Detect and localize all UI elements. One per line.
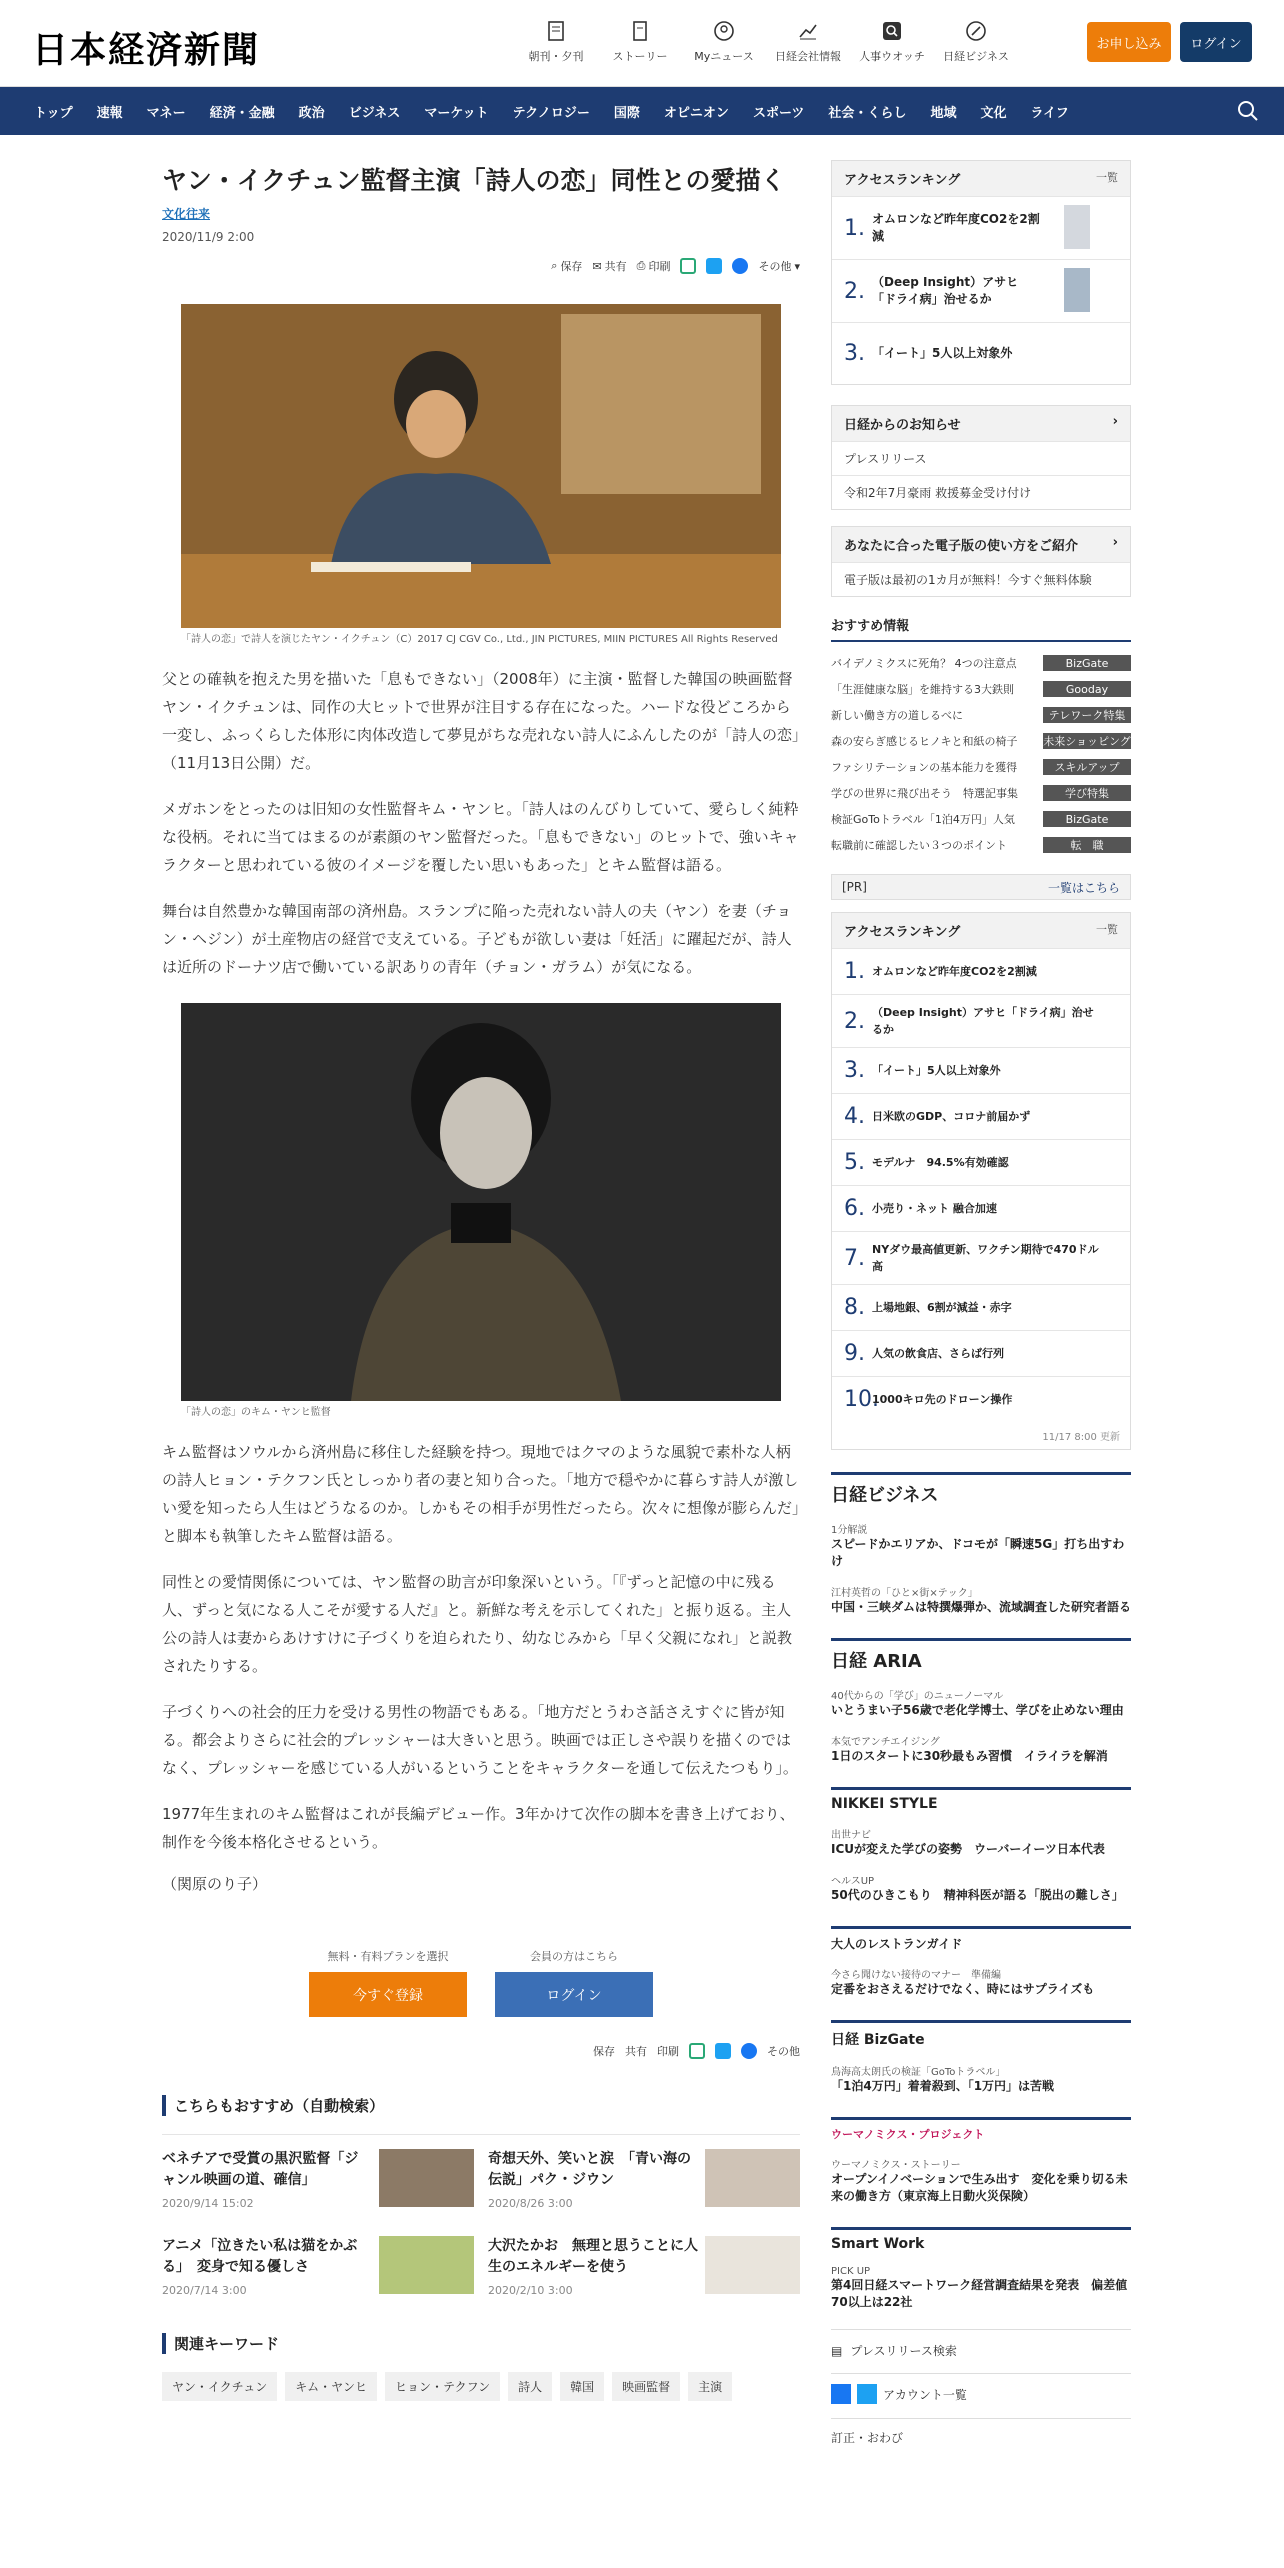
- media-item[interactable]: ウーマノミクス・ストーリー オープンイノベーションで生み出す 変化を乗り切る未来の働き方（東京海上日動火災保険）: [831, 2160, 1128, 2203]
- facebook-icon[interactable]: [732, 258, 748, 274]
- osusume-item[interactable]: 「生涯健康な脳」を維持する3大鉄則 Gooday: [831, 676, 1131, 702]
- media-item[interactable]: 本気でアンチエイジング 1日のスタートに30秒最もみ習慣 イライラを解消: [831, 1737, 1108, 1763]
- article-paragraph: 同性との愛情関係については、ヤン監督の助言が印象深いという。「『ずっと記憶の中に残る人、ずっと気になる人こそが愛する人だ』と。新鮮な考えを示してくれた」と振り返る。主人公の詩人は妻からあけすけに子づくりを迫られたり、幼なじみから「早く父親になれ」と説教されたりする。: [162, 1573, 793, 1675]
- keyword-list: [162, 2372, 800, 2401]
- poet-photo: [181, 304, 781, 628]
- gnav-sokuho[interactable]: 速報: [96, 105, 123, 121]
- osusume-item[interactable]: 森の安らぎ感じるヒノキと和紙の椅子 未来ショッピング: [831, 735, 1131, 748]
- article: [162, 163, 800, 2401]
- ranking-item[interactable]: 3. 「イート」5人以上対象外: [832, 1047, 1130, 1093]
- notice-header[interactable]: 日経からのお知らせ ›: [832, 406, 1130, 441]
- compass-icon: [965, 20, 987, 42]
- correction-link[interactable]: 訂正・おわび: [831, 2418, 1131, 2446]
- accounts-link[interactable]: アカウント一覧: [831, 2373, 1131, 2404]
- osusume-item[interactable]: ファシリテーションの基本能力を獲得 スキルアップ: [831, 754, 1131, 780]
- keyword-tag[interactable]: ヤン・イクチュン: [162, 2372, 277, 2401]
- press-icon: ▤: [831, 2343, 843, 2358]
- press-release-link[interactable]: ▤ プレスリリース検索: [831, 2329, 1131, 2359]
- header-nav-company[interactable]: 日経会社情報: [766, 20, 850, 64]
- thumbnail: [705, 2236, 800, 2294]
- share-bar-bottom: [162, 2043, 800, 2059]
- keyword-tag[interactable]: キム・ヤンヒ: [285, 2372, 377, 2401]
- ranking-more-link[interactable]: 一覧: [1096, 171, 1118, 184]
- thumbnail: [1064, 268, 1090, 312]
- gnav-tech[interactable]: テクノロジー: [512, 105, 590, 121]
- article-paragraph: 父との確執を抱えた男を描いた「息もできない」（2008年）に主演・監督した韓国の映画監督ヤン・イクチュンは、同作の大ヒットで世界が注目する存在になった。ハードな役どころから一変し、ふっくらした体形に肉体改造して夢見がちな売れない詩人にふんしたのが「詩人の恋」（11月13日公開）だ。: [162, 670, 800, 772]
- recommend-heading: こちらもおすすめ（自動検索）: [162, 2095, 800, 2116]
- newspaper-icon: [545, 20, 567, 42]
- gnav-culture[interactable]: 文化: [980, 105, 1007, 121]
- media-item[interactable]: 今さら聞けない接待のマナー 準備編 定番をおさえるだけでなく、時にはサプライズも: [831, 1970, 1095, 1996]
- save-button[interactable]: 保存: [593, 2045, 615, 2058]
- article-photo-2: [181, 1003, 781, 1420]
- header-nav-mynews[interactable]: Myニュース: [682, 20, 766, 64]
- osusume-item[interactable]: バイデノミクスに死角？ 4つの注意点 BizGate: [831, 650, 1131, 676]
- register-button[interactable]: 今すぐ登録: [309, 1972, 467, 2017]
- evernote-icon[interactable]: [680, 258, 696, 274]
- gnav-top[interactable]: トップ: [34, 105, 73, 121]
- ranking-item[interactable]: 7. NYダウ最高値更新、ワクチン期待で470ドル高: [832, 1231, 1130, 1284]
- media-item[interactable]: PICK UP 第4回日経スマートワーク経営調査結果を発表 偏差値70以上は22社: [831, 2266, 1128, 2309]
- ranking-more-link[interactable]: 一覧: [1096, 923, 1118, 936]
- user-icon: [713, 20, 735, 42]
- header-login-button[interactable]: ログイン: [1180, 22, 1252, 62]
- media-brand[interactable]: 日経 BizGate: [831, 2020, 1131, 2049]
- ranking-item[interactable]: 1. オムロンなど昨年度CO2を2割減: [832, 196, 1130, 259]
- article-paragraph: メガホンをとったのは旧知の女性監督キム・ヤンヒ。「詩人はのんびりしていて、愛らしく純粋な役柄。それに当てはまるのが素顔のヤン監督だった。「息もできない」のヒットで、強いキャラクターと思われている彼のイメージを覆したい思いもあった」とキム監督は語る。: [162, 800, 799, 874]
- media-list: [831, 1472, 1131, 2446]
- thumbnail: [1064, 205, 1090, 249]
- media-item[interactable]: 40代からの「学び」のニューノーマル いとうまい子56歳で老化学博士、学びを止めない理由: [831, 1691, 1124, 1717]
- printer-icon: ⎙: [636, 259, 646, 272]
- subscribe-button[interactable]: お申し込み: [1087, 22, 1171, 62]
- media-brand[interactable]: NIKKEI STYLE: [831, 1787, 1131, 1812]
- director-photo: [181, 1003, 781, 1401]
- chart-icon: [797, 20, 819, 42]
- ranking-item[interactable]: 2. （Deep Insight）アサヒ「ドライ病」治せるか: [832, 259, 1130, 322]
- ranking-item[interactable]: 1. オムロンなど昨年度CO2を2割減: [832, 948, 1130, 994]
- site-header: [0, 0, 1284, 87]
- media-item[interactable]: 江村英哲の「ひと×街×テック」 中国・三峡ダムは特撰爆弾か、流域調査した研究者語る: [831, 1588, 1132, 1614]
- pr-bar: [PR] 一覧はこちら: [831, 874, 1131, 900]
- ranking-item[interactable]: 2. （Deep Insight）アサヒ「ドライ病」治せるか: [832, 994, 1130, 1047]
- media-brand[interactable]: 大人のレストランガイド: [831, 1926, 1131, 1952]
- more-share-button[interactable]: その他: [767, 2045, 800, 2058]
- osusume-list: [831, 650, 1131, 858]
- share-button[interactable]: ✉ 共有: [592, 259, 627, 273]
- cta-member-label: 会員の方はこちら: [530, 1950, 618, 1963]
- gnav-economy[interactable]: 経済・金融: [209, 105, 275, 121]
- article-author: （関原のり子）: [162, 1875, 268, 1893]
- gnav-sports[interactable]: スポーツ: [752, 105, 805, 121]
- notice-item[interactable]: 令和2年7月豪雨 救援募金受け付け: [832, 475, 1130, 509]
- ranking-full-header: アクセスランキング 一覧: [832, 913, 1130, 948]
- search-person-icon: [881, 20, 903, 42]
- cta-login-button[interactable]: ログイン: [495, 1972, 653, 2017]
- thumbnail: [379, 2149, 474, 2207]
- keywords-heading: 関連キーワード: [162, 2333, 800, 2354]
- facebook-icon: [831, 2384, 851, 2404]
- ranking-item[interactable]: 10. 1000キロ先のドローン操作: [832, 1376, 1130, 1422]
- recommend-list: [162, 2134, 800, 2297]
- ranking-top-header: アクセスランキング 一覧: [832, 161, 1130, 196]
- ranking-item[interactable]: 8. 上場地銀、6割が減益・赤字: [832, 1284, 1130, 1330]
- article-paragraph: 舞台は自然豊かな韓国南部の済州島。スランプに陥った売れない詩人の夫（ヤン）を妻（チョン・ヘジン）が土産物店の経営で支えている。子どもが欲しい妻は「妊活」に躍起だが、詩人は近所のドーナツ店で働いている訳ありの青年（チョン・ガラム）が気になる。: [162, 902, 792, 976]
- save-button[interactable]: ⌕ 保存: [551, 259, 583, 273]
- article-paragraph: 1977年生まれのキム監督はこれが長編デビュー作。3年かけて次作の脚本を書き上げており、制作を今後本格化させるという。: [162, 1805, 795, 1851]
- keyword-tag[interactable]: 主演: [688, 2372, 732, 2401]
- osusume-heading: おすすめ情報: [831, 615, 1131, 642]
- ranking-item[interactable]: 4. 日米欧のGDP、コロナ前届かず: [832, 1093, 1130, 1139]
- photo-caption-1: 「詩人の恋」で詩人を演じたヤン・イクチュン（C）2017 CJ CGV Co., Ltd., JIN PICTURES, MIIN PICTURES All Rights Reserved: [181, 634, 778, 645]
- share-bar: [162, 258, 800, 274]
- director-illustration: [181, 1003, 781, 1401]
- keyword-tag[interactable]: 詩人: [508, 2372, 552, 2401]
- ranking-item[interactable]: 9. 人気の飲食店、さらば行列: [832, 1330, 1130, 1376]
- guide-sub[interactable]: 電子版は最初の1カ月が無料！今すぐ無料体験: [832, 562, 1130, 596]
- twitter-icon: [857, 2384, 877, 2404]
- media-brand[interactable]: Smart Work: [831, 2227, 1131, 2252]
- cta-free-label: 無料・有料プランを選択: [327, 1950, 449, 1963]
- evernote-icon[interactable]: [689, 2043, 705, 2059]
- media-brand[interactable]: ウーマノミクス・プロジェクト: [831, 2117, 1131, 2142]
- gnav-politics[interactable]: 政治: [298, 105, 325, 121]
- osusume-item[interactable]: 検証GoToトラベル「1泊4万円」人気 BizGate: [831, 806, 1131, 832]
- ranking-full: [831, 912, 1131, 1450]
- article-paragraph: キム監督はソウルから済州島に移住した経験を持つ。現地ではクマのような風貌で素朴な人柄の詩人ヒョン・テクフン氏としっかり者の妻と知り合った。「地方で穏やかに暮らす詩人が激しい愛を知ったら人生はどうなるのか。しかもその相手が男性だったら。次々に想像が膨らんだ」と脚本も執筆したキム監督は語る。: [162, 1443, 800, 1545]
- media-item[interactable]: 出世ナビ ICUが変えた学びの姿勢 ウーバーイーツ日本代表: [831, 1830, 1105, 1856]
- gnav-opinion[interactable]: オピニオン: [663, 105, 729, 121]
- site-logo[interactable]: 日本経済新聞: [32, 29, 261, 71]
- facebook-icon[interactable]: [741, 2043, 757, 2059]
- ranking-top: [831, 160, 1131, 385]
- thumbnail: [705, 2149, 800, 2207]
- more-share-button[interactable]: その他 ▾: [758, 259, 800, 273]
- twitter-icon[interactable]: [715, 2043, 731, 2059]
- recommend-item[interactable]: ベネチアで受賞の黒沢監督「ジャンル映画の道、確信」 2020/9/14 15:02: [162, 2149, 474, 2210]
- gnav-business[interactable]: ビジネス: [348, 105, 401, 121]
- ranking-item[interactable]: 5. モデルナ 94.5%有効確認: [832, 1139, 1130, 1185]
- ranking-item[interactable]: 3. 「イート」5人以上対象外: [832, 322, 1130, 384]
- share-button[interactable]: 共有: [625, 2045, 647, 2058]
- sidebar: [831, 160, 1131, 2446]
- photo-caption-2: 「詩人の恋」のキム・ヤンヒ監督: [181, 1407, 331, 1418]
- guide-header[interactable]: あなたに合った電子版の使い方をご紹介 ›: [832, 527, 1130, 562]
- recommend-item[interactable]: アニメ「泣きたい私は猫をかぶる」 変身で知る優しさ 2020/7/14 3:00: [162, 2236, 474, 2297]
- header-nav-paper[interactable]: 朝刊・夕刊: [514, 20, 598, 64]
- osusume-item[interactable]: 新しい働き方の道しるべに テレワーク特集: [831, 702, 1131, 728]
- notice-item[interactable]: プレスリリース: [832, 441, 1130, 475]
- guide-box: [831, 526, 1131, 597]
- gnav-society[interactable]: 社会・くらし: [828, 105, 907, 121]
- poet-illustration: [181, 304, 781, 628]
- article-title: ヤン・イクチュン監督主演「詩人の恋」同性との愛描く: [162, 166, 786, 195]
- signup-cta: [162, 1948, 800, 2017]
- gnav-life[interactable]: ライフ: [1030, 105, 1069, 121]
- gnav-market[interactable]: マーケット: [424, 105, 489, 121]
- recommend-item[interactable]: 奇想天外、笑いと涙 「青い海の伝説」パク・ジウン 2020/8/26 3:00: [488, 2149, 800, 2210]
- chevron-right-icon: ›: [1112, 414, 1118, 429]
- article-date: 2020/11/9 2:00: [162, 230, 255, 244]
- print-button[interactable]: ⎙ 印刷: [636, 259, 671, 273]
- gnav-international[interactable]: 国際: [613, 105, 640, 121]
- header-nav-jinji[interactable]: 人事ウオッチ: [850, 20, 934, 64]
- pr-more-link[interactable]: 一覧はこちら: [1047, 880, 1120, 895]
- chevron-down-icon: ▾: [794, 259, 800, 273]
- keyword-tag[interactable]: 映画監督: [612, 2372, 680, 2401]
- article-category[interactable]: 文化往来: [162, 207, 211, 221]
- ranking-updated: 11/17 8:00 更新: [1042, 1432, 1120, 1443]
- thumbnail: [379, 2236, 474, 2294]
- header-nav-business[interactable]: 日経ビジネス: [934, 20, 1018, 64]
- header-nav: [514, 20, 1018, 64]
- media-brand[interactable]: 日経 ARIA: [831, 1638, 1131, 1673]
- gnav-money[interactable]: マネー: [146, 105, 186, 121]
- media-item[interactable]: 鳥海高太朗氏の検証「GoToトラベル」 「1泊4万円」着着殺到、「1万円」は苦戦: [831, 2067, 1055, 2093]
- media-item[interactable]: 1分解説 スピードかエリアか、ドコモが「瞬速5G」打ち出すわけ: [831, 1525, 1125, 1568]
- header-nav-story[interactable]: ストーリー: [598, 20, 682, 64]
- chevron-right-icon: ›: [1112, 535, 1118, 550]
- osusume-box: [831, 615, 1131, 858]
- story-icon: [629, 20, 651, 42]
- cta-register-col: [309, 1948, 467, 2017]
- mail-icon: ✉: [592, 259, 602, 273]
- gnav-region[interactable]: 地域: [930, 105, 957, 121]
- recommend-item[interactable]: 大沢たかお 無理と思うことに人生のエネルギーを使う 2020/2/10 3:00: [488, 2236, 800, 2297]
- ranking-item[interactable]: 6. 小売り・ネット 融合加速: [832, 1185, 1130, 1231]
- media-brand[interactable]: 日経ビジネス: [831, 1472, 1131, 1507]
- article-paragraph: 子づくりへの社会的圧力を受ける男性の物語でもある。「地方だとうわさ話さえすぐに皆が知る。都会よりさらに社会的プレッシャーは大きいと思う。映画では正しさや誤りを描くのではなく、プレッシャーを感じている人がいるということをキャラクターを通して伝えたつもり」。: [162, 1703, 798, 1777]
- cta-login-col: [495, 1948, 653, 2017]
- media-item[interactable]: ヘルスUP 50代のひきこもり 精神科医が語る「脱出の難しさ」: [831, 1876, 1124, 1902]
- twitter-icon[interactable]: [706, 258, 722, 274]
- notice-box: [831, 405, 1131, 510]
- osusume-item[interactable]: 転職前に確認したい３つのポイント 転 職: [831, 832, 1131, 858]
- article-photo-1: [181, 304, 781, 647]
- search-icon[interactable]: [1236, 99, 1260, 123]
- global-nav: [0, 87, 1284, 135]
- keyword-tag[interactable]: 韓国: [560, 2372, 604, 2401]
- keyword-tag[interactable]: ヒョン・テクフン: [385, 2372, 500, 2401]
- osusume-item[interactable]: 学びの世界に飛び出そう 特選記事集 学び特集: [831, 780, 1131, 806]
- clip-icon: ⌕: [551, 259, 558, 272]
- print-button[interactable]: 印刷: [657, 2045, 679, 2058]
